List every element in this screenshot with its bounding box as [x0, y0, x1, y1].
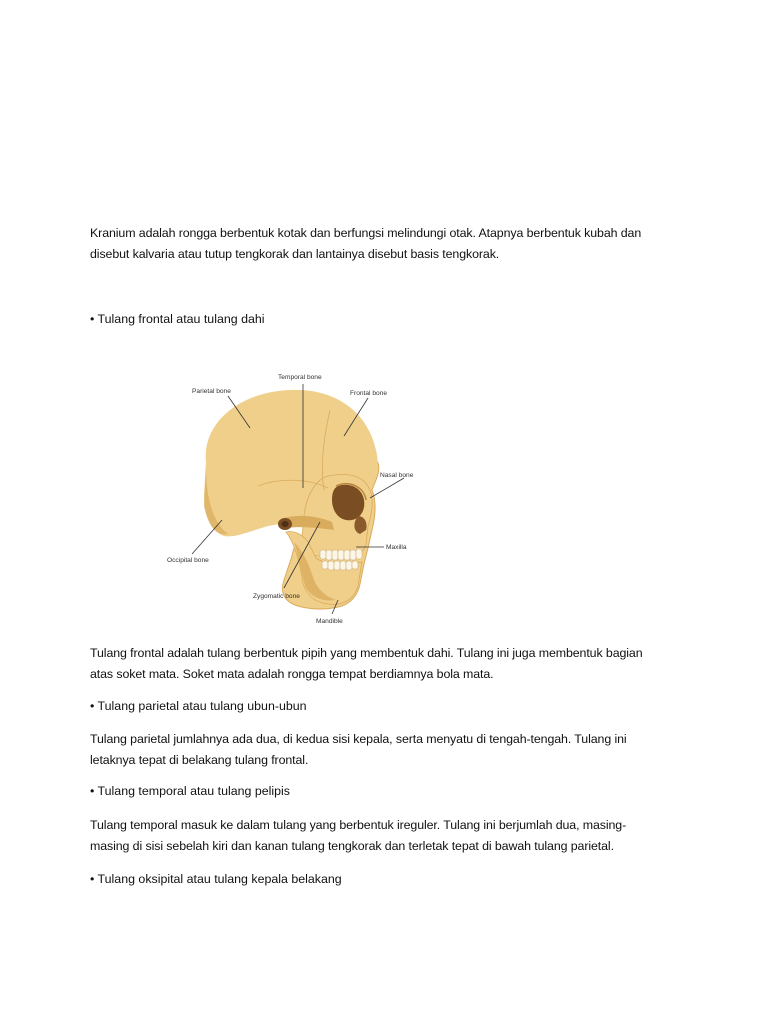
- frontal-paragraph: [90, 643, 680, 685]
- label-nasal-bone: Nasal bone: [380, 472, 414, 479]
- skull-figure: [88, 366, 508, 628]
- bullet-frontal: • Tulang frontal atau tulang dahi: [90, 312, 265, 326]
- temporal-paragraph: [90, 815, 680, 857]
- label-mandible: Mandible: [316, 618, 343, 625]
- label-occipital-bone: Occipital bone: [167, 557, 209, 564]
- leader-occipital: [192, 520, 222, 554]
- parietal-paragraph: [90, 729, 680, 771]
- skull-illustration: [88, 366, 508, 628]
- label-parietal-bone: Parietal bone: [192, 388, 231, 395]
- bullet-temporal: • Tulang temporal atau tulang pelipis: [90, 784, 290, 798]
- label-zygomatic-bone: Zygomatic bone: [253, 593, 300, 600]
- bullet-parietal: • Tulang parietal atau tulang ubun-ubun: [90, 699, 307, 713]
- frontal-line-1: Tulang frontal adalah tulang berbentuk pipih yang membentuk dahi. Tulang ini juga membentuk bagian: [90, 646, 643, 660]
- intro-line-1: Kranium adalah rongga berbentuk kotak dan berfungsi melindungi otak. Atapnya berbentuk kubah dan: [90, 226, 642, 240]
- bullet-occipital: • Tulang oksipital atau tulang kepala belakang: [90, 872, 342, 886]
- temporal-line-1: Tulang temporal masuk ke dalam tulang yang berbentuk ireguler. Tulang ini berjumlah dua, masing-: [90, 818, 627, 832]
- frontal-line-2: atas soket mata. Soket mata adalah rongga tempat berdiamnya bola mata.: [90, 667, 494, 681]
- label-maxilla: Maxilla: [386, 544, 407, 551]
- label-temporal-bone: Temporal bone: [278, 374, 322, 381]
- lower-teeth: [322, 561, 358, 570]
- parietal-line-1: Tulang parietal jumlahnya ada dua, di kedua sisi kepala, serta menyatu di tengah-tengah. Tulang ini: [90, 732, 627, 746]
- intro-line-2: disebut kalvaria atau tutup tengkorak dan lantainya disebut basis tengkorak.: [90, 247, 500, 261]
- parietal-line-2: letaknya tepat di belakang tulang frontal.: [90, 753, 309, 767]
- upper-teeth: [320, 549, 362, 560]
- intro-paragraph: [90, 223, 680, 265]
- label-frontal-bone: Frontal bone: [350, 390, 388, 397]
- temporal-line-2: masing di sisi sebelah kiri dan kanan tulang tengkorak dan terletak tepat di bawah tulang parietal.: [90, 839, 614, 853]
